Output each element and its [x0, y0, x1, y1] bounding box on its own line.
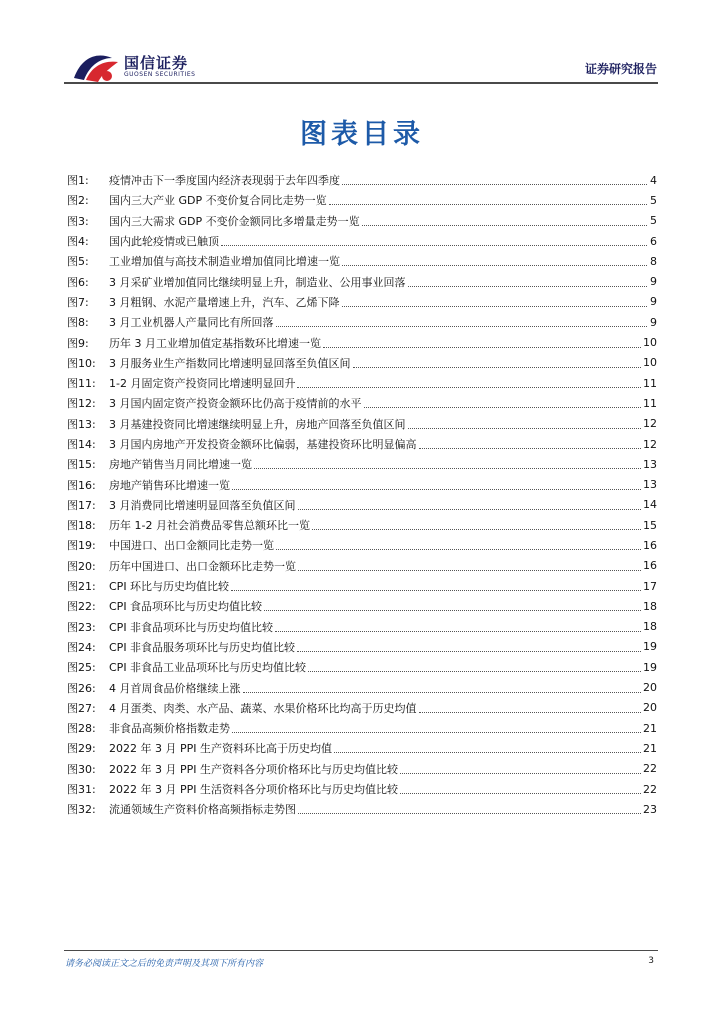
- toc-entry-number: 图30:: [67, 762, 96, 776]
- toc-entry-number: 图2:: [67, 194, 89, 208]
- report-type-label: 证券研究报告: [584, 62, 657, 76]
- footer-divider: [64, 950, 658, 951]
- toc-entry-page: 5: [650, 193, 657, 207]
- toc-entry-page: 16: [643, 538, 657, 552]
- toc-entry-page: 13: [643, 457, 657, 471]
- toc-entry-number: 图20:: [67, 559, 96, 573]
- toc-dot-leader: [276, 317, 648, 327]
- toc-entry-number: 图8:: [67, 316, 89, 330]
- toc-entry[interactable]: [67, 332, 657, 352]
- toc-entry[interactable]: [67, 617, 657, 637]
- toc-entry-title: CPI 非食品服务项环比与历史均值比较: [109, 640, 296, 654]
- figure-table-of-contents: [67, 170, 657, 820]
- toc-entry-number: 图24:: [67, 640, 96, 654]
- toc-entry[interactable]: [67, 292, 657, 312]
- footer-disclaimer: 请务必阅读正文之后的免责声明及其项下所有内容: [65, 959, 264, 969]
- toc-entry-title: 3 月粗钢、水泥产量增速上升，汽车、乙烯下降: [109, 295, 340, 309]
- toc-entry[interactable]: [67, 657, 657, 677]
- toc-entry[interactable]: [67, 211, 657, 231]
- toc-entry-page: 9: [650, 295, 657, 309]
- toc-entry-title: 3 月国内固定资产投资金额环比仍高于疫情前的水平: [109, 397, 362, 411]
- toc-entry[interactable]: [67, 698, 657, 718]
- toc-entry-title: 国内三大需求 GDP 不变价金额同比多增量走势一览: [109, 214, 360, 228]
- toc-entry-page: 8: [650, 254, 657, 268]
- toc-entry-title: 3 月工业机器人产量同比有所回落: [109, 316, 274, 330]
- toc-dot-leader: [400, 764, 641, 774]
- toc-entry-number: 图15:: [67, 458, 96, 472]
- toc-entry[interactable]: [67, 535, 657, 555]
- toc-entry-title: 2022 年 3 月 PPI 生产资料各分项价格环比与历史均值比较: [109, 762, 398, 776]
- toc-entry[interactable]: [67, 637, 657, 657]
- toc-entry[interactable]: [67, 738, 657, 758]
- toc-dot-leader: [232, 480, 641, 490]
- logo-english-name: GUOSEN SECURITIES: [124, 71, 196, 78]
- toc-dot-leader: [334, 743, 641, 753]
- toc-entry-title: 国内此轮疫情或已触顶: [109, 235, 219, 249]
- toc-dot-leader: [362, 216, 647, 226]
- toc-entry[interactable]: [67, 434, 657, 454]
- toc-dot-leader: [419, 439, 642, 449]
- page-number: 3: [648, 956, 654, 966]
- toc-dot-leader: [329, 195, 647, 205]
- toc-dot-leader: [353, 358, 642, 368]
- toc-entry[interactable]: [67, 759, 657, 779]
- toc-entry-title: 2022 年 3 月 PPI 生产资料环比高于历史均值: [109, 742, 332, 756]
- toc-entry[interactable]: [67, 231, 657, 251]
- toc-entry-page: 21: [643, 721, 657, 735]
- toc-entry-page: 20: [643, 701, 657, 715]
- guosen-logo: [72, 50, 252, 86]
- toc-entry-number: 图28:: [67, 722, 96, 736]
- toc-entry-page: 5: [650, 214, 657, 228]
- toc-entry-page: 22: [643, 782, 657, 796]
- toc-entry-page: 21: [643, 741, 657, 755]
- toc-entry-number: 图17:: [67, 498, 96, 512]
- toc-entry-title: 历年 3 月工业增加值定基指数环比增速一览: [109, 336, 321, 350]
- toc-entry-page: 18: [643, 620, 657, 634]
- toc-dot-leader: [419, 703, 642, 713]
- toc-dot-leader: [232, 723, 641, 733]
- toc-dot-leader: [308, 662, 641, 672]
- toc-entry-title: CPI 食品项环比与历史均值比较: [109, 600, 263, 614]
- toc-entry-number: 图14:: [67, 438, 96, 451]
- toc-entry[interactable]: [67, 251, 657, 271]
- toc-entry-page: 10: [643, 336, 657, 350]
- toc-entry[interactable]: [67, 190, 657, 210]
- toc-entry-number: 图5:: [67, 255, 89, 269]
- toc-entry[interactable]: [67, 576, 657, 596]
- toc-dot-leader: [408, 277, 648, 287]
- toc-entry-number: 图29:: [67, 742, 96, 756]
- toc-entry[interactable]: [67, 556, 657, 576]
- toc-entry-title: 2022 年 3 月 PPI 生活资料各分项价格环比与历史均值比较: [109, 783, 398, 797]
- toc-dot-leader: [323, 338, 641, 348]
- toc-entry[interactable]: [67, 312, 657, 332]
- toc-entry[interactable]: [67, 779, 657, 799]
- toc-entry-page: 12: [643, 417, 657, 431]
- toc-entry-number: 图32:: [67, 803, 96, 817]
- toc-entry-title: 4 月蛋类、肉类、水产品、蔬菜、水果价格环比均高于历史均值: [109, 701, 417, 715]
- toc-entry-page: 23: [643, 802, 657, 816]
- toc-dot-leader: [221, 236, 647, 246]
- toc-entry[interactable]: [67, 677, 657, 697]
- toc-entry-number: 图11:: [67, 377, 96, 391]
- toc-dot-leader: [342, 175, 647, 185]
- toc-entry-page: 6: [650, 234, 657, 248]
- toc-entry-title: 房地产销售当月同比增速一览: [109, 458, 252, 472]
- toc-dot-leader: [297, 642, 641, 652]
- toc-dot-leader: [298, 500, 642, 510]
- toc-dot-leader: [275, 622, 641, 632]
- toc-entry-page: 18: [643, 599, 657, 613]
- toc-entry-title: 中国进口、出口金额同比走势一览: [109, 539, 274, 553]
- toc-entry-number: 图22:: [67, 600, 96, 614]
- toc-entry-number: 图9:: [67, 336, 89, 350]
- guosen-logo-mark-icon: [72, 52, 120, 84]
- toc-entry-page: 20: [643, 681, 657, 695]
- toc-dot-leader: [298, 561, 641, 571]
- toc-entry-title: 历年 1-2 月社会消费品零售总额环比一览: [109, 519, 310, 533]
- toc-entry[interactable]: [67, 414, 657, 434]
- toc-entry-title: 3 月消费同比增速明显回落至负值区间: [109, 498, 296, 512]
- toc-entry-page: 19: [643, 660, 657, 674]
- toc-entry-number: 图21:: [67, 580, 96, 594]
- toc-entry-title: 1-2 月固定资产投资同比增速明显回升: [109, 377, 296, 391]
- toc-dot-leader: [364, 398, 642, 408]
- toc-entry[interactable]: [67, 170, 657, 190]
- toc-entry-page: 15: [643, 518, 657, 532]
- toc-entry[interactable]: [67, 271, 657, 291]
- toc-entry-page: 16: [643, 559, 657, 573]
- toc-entry-number: 图12:: [67, 397, 96, 411]
- toc-entry-number: 图7:: [67, 295, 89, 309]
- toc-dot-leader: [297, 378, 641, 388]
- toc-entry-title: 3 月国内房地产开发投资金额环比偏弱，基建投资环比明显偏高: [109, 438, 417, 451]
- toc-dot-leader: [243, 683, 642, 693]
- toc-entry[interactable]: [67, 718, 657, 738]
- toc-entry-number: 图23:: [67, 620, 96, 634]
- toc-entry-page: 9: [650, 275, 657, 289]
- toc-entry-title: CPI 非食品工业品项环比与历史均值比较: [109, 661, 307, 675]
- page-title: 图表目录: [300, 119, 424, 150]
- toc-dot-leader: [342, 297, 648, 307]
- toc-entry-number: 图31:: [67, 783, 96, 797]
- toc-entry-title: 3 月基建投资同比增速继续明显上升，房地产回落至负值区间: [109, 417, 406, 431]
- toc-entry-number: 图19:: [67, 539, 96, 553]
- toc-dot-leader: [254, 459, 641, 469]
- toc-entry-page: 10: [643, 356, 657, 370]
- toc-entry[interactable]: [67, 454, 657, 474]
- toc-entry-title: 非食品高频价格指数走势: [109, 722, 230, 736]
- toc-entry-title: 工业增加值与高技术制造业增加值同比增速一览: [109, 255, 340, 269]
- toc-entry[interactable]: [67, 596, 657, 616]
- toc-entry[interactable]: [67, 393, 657, 413]
- toc-entry-title: 房地产销售环比增速一览: [109, 478, 230, 492]
- toc-entry[interactable]: [67, 495, 657, 515]
- toc-entry-number: 图13:: [67, 417, 96, 431]
- toc-entry-number: 图1:: [67, 174, 89, 188]
- logo-chinese-name: 国信证券: [124, 54, 189, 72]
- toc-entry[interactable]: [67, 373, 657, 393]
- toc-entry-page: 17: [643, 579, 657, 593]
- toc-dot-leader: [231, 581, 641, 591]
- toc-entry-number: 图25:: [67, 661, 96, 675]
- toc-entry[interactable]: [67, 353, 657, 373]
- toc-entry-page: 14: [643, 498, 657, 512]
- toc-entry-title: 4 月首周食品价格继续上涨: [109, 681, 241, 695]
- toc-entry-number: 图6:: [67, 275, 89, 289]
- toc-entry-title: 3 月采矿业增加值同比继续明显上升，制造业、公用事业回落: [109, 275, 406, 289]
- toc-entry-title: 国内三大产业 GDP 不变价复合同比走势一览: [109, 194, 327, 208]
- toc-entry-title: 流通领域生产资料价格高频指标走势图: [109, 803, 296, 817]
- toc-entry[interactable]: [67, 474, 657, 494]
- toc-entry-number: 图3:: [67, 214, 89, 228]
- toc-entry-page: 9: [650, 315, 657, 329]
- toc-entry-number: 图27:: [67, 701, 96, 715]
- toc-entry-title: CPI 非食品项环比与历史均值比较: [109, 620, 274, 634]
- toc-entry[interactable]: [67, 799, 657, 819]
- toc-entry-title: 疫情冲击下一季度国内经济表现弱于去年四季度: [109, 174, 340, 188]
- toc-entry-page: 19: [643, 640, 657, 654]
- toc-dot-leader: [400, 784, 641, 794]
- toc-entry-number: 图18:: [67, 519, 96, 533]
- toc-dot-leader: [298, 804, 641, 814]
- toc-dot-leader: [342, 256, 647, 266]
- toc-entry[interactable]: [67, 515, 657, 535]
- toc-entry-title: CPI 环比与历史均值比较: [109, 580, 230, 594]
- toc-dot-leader: [276, 540, 641, 550]
- toc-entry-page: 13: [643, 478, 657, 492]
- toc-entry-page: 12: [643, 437, 657, 451]
- toc-entry-title: 3 月服务业生产指数同比增速明显回落至负值区间: [109, 356, 351, 370]
- toc-entry-title: 历年中国进口、出口金额环比走势一览: [109, 559, 296, 573]
- toc-entry-page: 11: [643, 376, 657, 390]
- toc-dot-leader: [264, 601, 641, 611]
- page-header: [0, 0, 724, 90]
- toc-dot-leader: [312, 520, 641, 530]
- toc-entry-number: 图10:: [67, 356, 96, 370]
- toc-entry-page: 22: [643, 762, 657, 776]
- toc-dot-leader: [408, 419, 642, 429]
- toc-entry-page: 11: [643, 396, 657, 410]
- header-divider: [64, 82, 658, 84]
- toc-entry-number: 图4:: [67, 235, 89, 249]
- toc-entry-page: 4: [650, 173, 657, 187]
- toc-entry-number: 图26:: [67, 681, 96, 695]
- toc-entry-number: 图16:: [67, 478, 96, 492]
